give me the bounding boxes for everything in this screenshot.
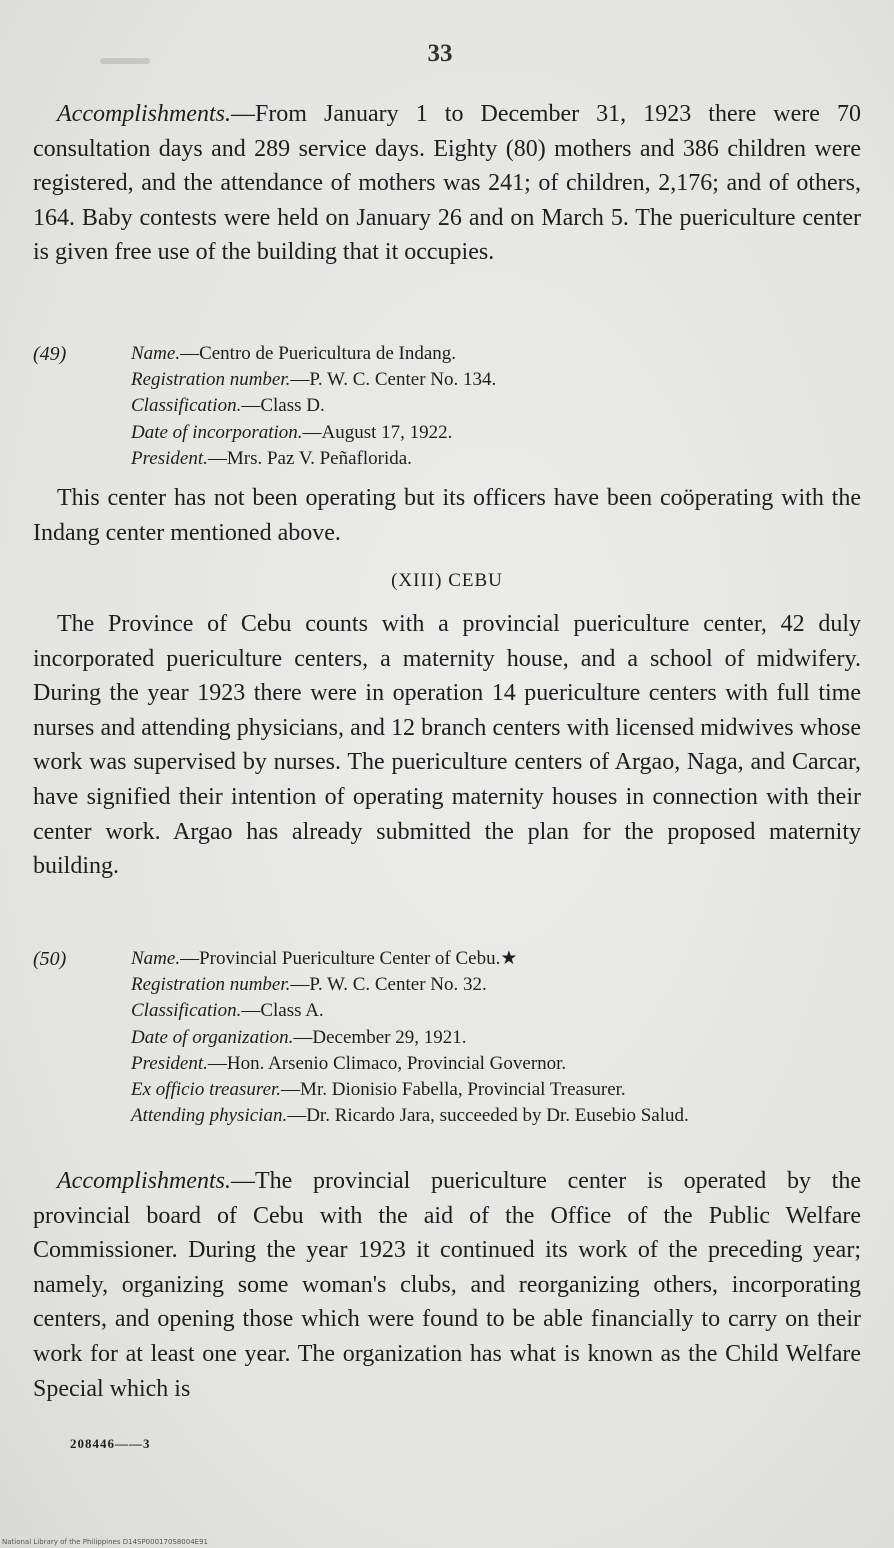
field-key: Name.: [131, 948, 181, 969]
field-key: Name.: [131, 343, 181, 364]
field-value: —P. W. C. Center No. 32.: [290, 974, 487, 996]
entry-classification: [131, 998, 861, 1024]
paragraph-accomplishments-cebu: [33, 1164, 861, 1406]
paragraph-text: This center has not been operating but its officers have been coöperating with the Indang center mentioned above.: [33, 485, 861, 546]
entry-president: [131, 1051, 861, 1077]
printer-signature: 208446——3: [70, 1436, 151, 1451]
entry-date: [131, 420, 861, 446]
field-key: Ex officio treasurer.: [131, 1079, 282, 1101]
field-key: Registration number.: [131, 369, 291, 391]
field-value: —Centro de Puericultura de Indang.: [180, 343, 457, 364]
entry-classification: [131, 393, 861, 419]
entry-number: (50): [33, 948, 67, 970]
field-value: —Mrs. Paz V. Peñaflorida.: [207, 447, 412, 469]
entry-registration: [131, 972, 861, 998]
paragraph-text: —The provincial puericulture center is operated by the provincial board of Cebu with the aid of the Office of the Public Welfare Commissioner. During the year 1923 it continued its work of the preceding year; namely, organizing some woman's clubs, and reorganizing others, incorporating centers, and opening those which were found to be able financially to carry on their work for at least one year. The organization has what is known as the Child Welfare Special which is: [33, 1168, 861, 1402]
entry-president: [131, 446, 861, 472]
field-key: Classification.: [131, 1000, 242, 1022]
field-value: —Class A.: [241, 1000, 324, 1022]
field-value: —Mr. Dionisio Fabella, Provincial Treasurer.: [281, 1079, 626, 1101]
library-footer: National Library of the Philippines D14SP000170S8004E91: [2, 1538, 208, 1546]
entry-physician: [131, 1103, 861, 1129]
field-key: President.: [131, 447, 208, 469]
field-value: —Class D.: [241, 395, 325, 417]
entry-treasurer: [131, 1077, 861, 1103]
paragraph-not-operating: [33, 481, 861, 550]
page-number: 33: [427, 40, 453, 67]
field-value: —Provincial Puericulture Center of Cebu.★: [180, 948, 518, 969]
entry-registration: [131, 367, 861, 393]
field-key: Registration number.: [131, 974, 291, 996]
field-value: —December 29, 1921.: [293, 1026, 467, 1048]
paragraph-accomplishments-indang: [33, 97, 861, 270]
entry-date: [131, 1025, 861, 1051]
entry-name: [131, 341, 861, 367]
field-key: Date of incorporation.: [131, 421, 303, 443]
field-value: —Dr. Ricardo Jara, succeeded by Dr. Eusebio Salud.: [287, 1105, 689, 1127]
field-key: Attending physician.: [131, 1105, 288, 1127]
field-value: —Hon. Arsenio Climaco, Provincial Governor.: [207, 1052, 567, 1074]
entry-fields: [131, 946, 861, 1129]
entry-fields: [131, 341, 861, 472]
paragraph-text: —From January 1 to December 31, 1923 there were 70 consultation days and 289 service days. Eighty (80) mothers and 386 children were registered, and the attendance of mothers was 241; of children, 2,176; and of others, 164. Baby contests were held on January 26 and on March 5. The puericulture center is given free use of the building that it occupies.: [33, 101, 861, 266]
paragraph-lead: Accomplishments.: [57, 1168, 231, 1194]
field-key: Classification.: [131, 395, 242, 417]
paragraph-lead: Accomplishments.: [57, 101, 231, 127]
paragraph-text: The Province of Cebu counts with a provincial puericulture center, 42 duly incorporated puericulture centers, a maternity house, and a school of midwifery. During the year 1923 there were in operation 14 puericulture centers with full time nurses and attending physicians, and 12 branch centers with licensed midwives whose work was supervised by nurses. The puericulture centers of Argao, Naga, and Carcar, have signified their intention of operating maternity houses in connection with their center work. Argao has already submitted the plan for the proposed maternity building.: [33, 611, 861, 880]
entry-name: [131, 946, 861, 972]
entry-number: (49): [33, 343, 67, 365]
field-key: Date of organization.: [131, 1026, 294, 1048]
paragraph-cebu-province: [33, 607, 861, 884]
field-value: —August 17, 1922.: [302, 421, 453, 443]
field-key: President.: [131, 1052, 208, 1074]
section-heading: (XIII) CEBU: [391, 570, 503, 591]
field-value: —P. W. C. Center No. 134.: [290, 369, 497, 391]
